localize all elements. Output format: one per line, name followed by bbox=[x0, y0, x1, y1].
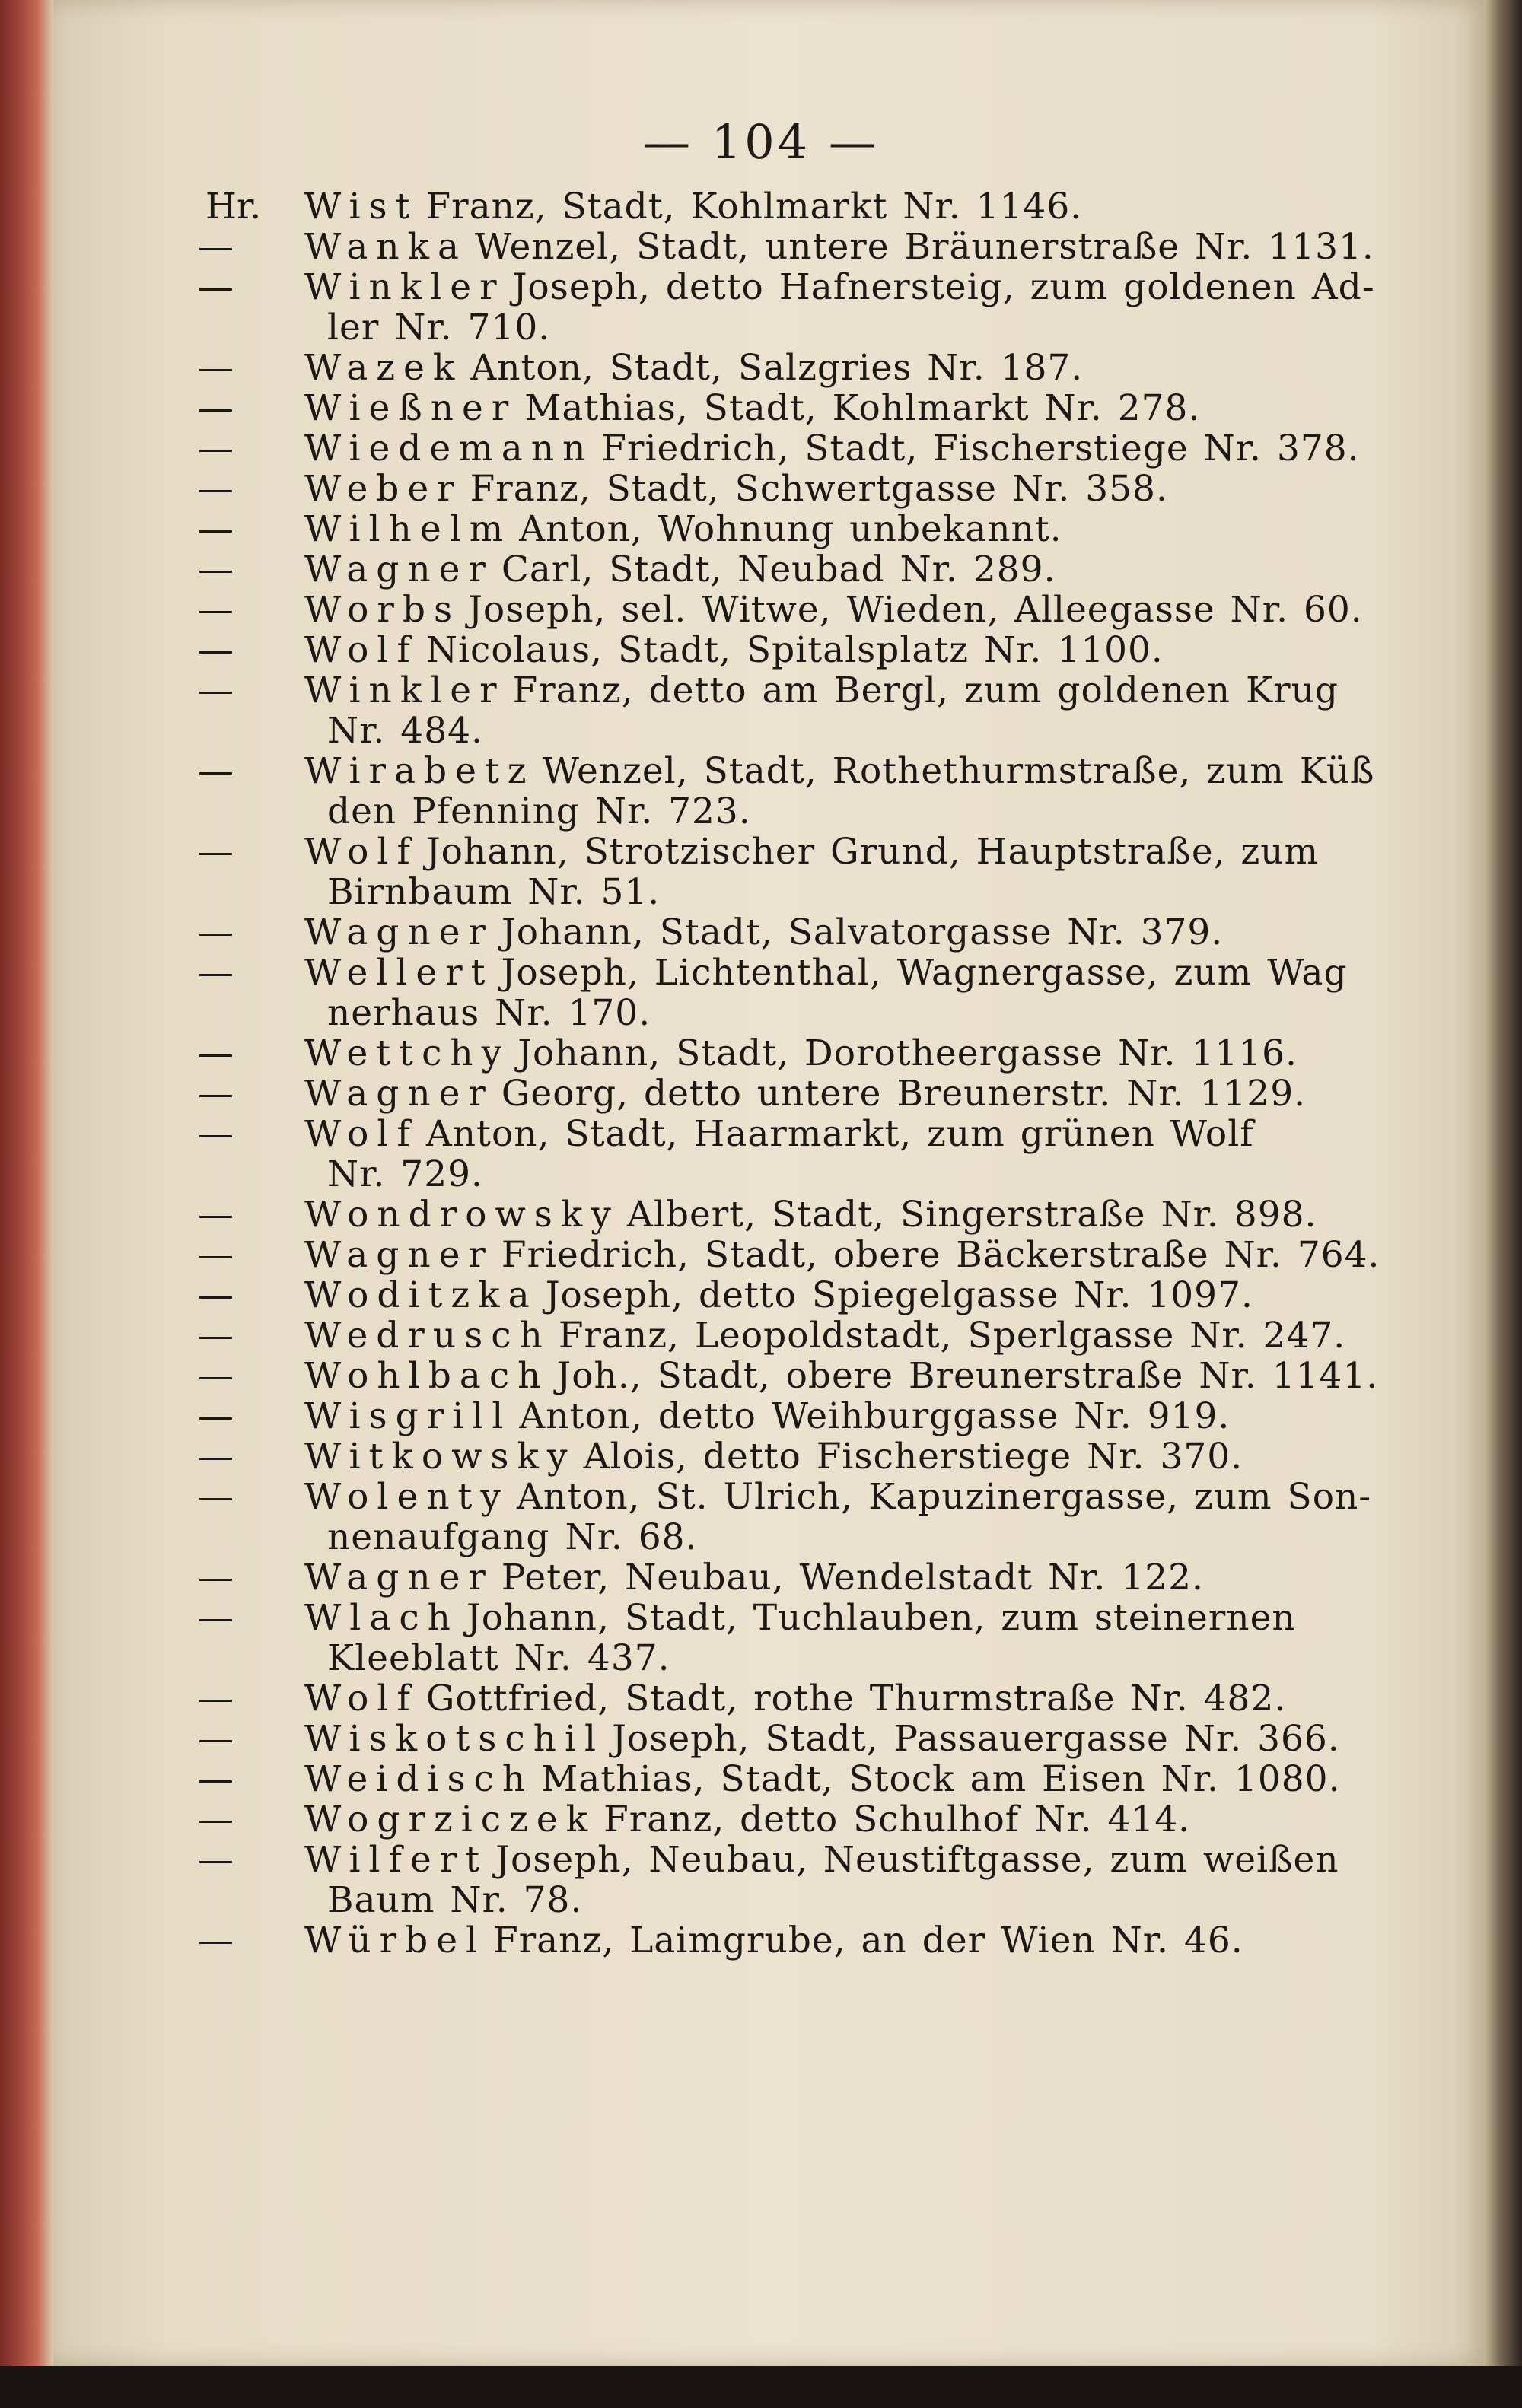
directory-entry bbox=[198, 1315, 1415, 1357]
entry-lead: — bbox=[198, 1315, 234, 1357]
page-number: 104 bbox=[711, 114, 811, 170]
entry-lead: — bbox=[198, 1073, 234, 1115]
entry-lead: — bbox=[198, 1476, 234, 1518]
entry-details: Joseph, Lichtenthal, Wagnergasse, zum Wag bbox=[501, 952, 1348, 994]
entry-surname: Wirabetz bbox=[304, 750, 535, 792]
entry-details: Joseph, sel. Witwe, Wieden, Alleegasse Nr. 60. bbox=[468, 589, 1363, 631]
directory-entry bbox=[198, 1718, 1415, 1760]
entry-lead: — bbox=[198, 1234, 234, 1276]
directory-entry bbox=[198, 831, 1415, 913]
directory-entry bbox=[198, 1597, 1415, 1679]
entry-surname: Wogrziczek bbox=[304, 1799, 597, 1840]
entry-surname: Wiedemann bbox=[304, 428, 594, 469]
entry-lead: — bbox=[198, 911, 234, 953]
directory-entry bbox=[198, 1355, 1415, 1397]
entry-continuation: Baum Nr. 78. bbox=[327, 1879, 583, 1921]
directory-entry bbox=[198, 226, 1415, 268]
entry-surname: Wagner bbox=[304, 1234, 494, 1276]
entry-details: Joseph, Neubau, Neustiftgasse, zum weißen bbox=[495, 1839, 1339, 1881]
entry-details: Anton, St. Ulrich, Kapuzinergasse, zum Son- bbox=[516, 1476, 1372, 1518]
entry-details: Friedrich, Stadt, obere Bäckerstraße Nr. 764. bbox=[501, 1234, 1380, 1276]
bottom-background bbox=[0, 2366, 1522, 2408]
entry-surname: Winkler bbox=[304, 670, 505, 711]
entry-lead: — bbox=[198, 1839, 234, 1881]
header-dash-left: — bbox=[643, 114, 694, 170]
directory-entry bbox=[198, 347, 1415, 389]
entry-details: Gottfried, Stadt, rothe Thurmstraße Nr. 482. bbox=[425, 1678, 1287, 1719]
entry-surname: Wolf bbox=[304, 1678, 419, 1719]
entry-details: Johann, Stadt, Tuchlauben, zum steinernen bbox=[466, 1597, 1296, 1639]
entry-lead: — bbox=[198, 1113, 234, 1155]
entry-details: Johann, Stadt, Salvatorgasse Nr. 379. bbox=[501, 911, 1224, 953]
entry-lead: — bbox=[198, 468, 234, 510]
entry-surname: Wiskotschil bbox=[304, 1718, 605, 1760]
entry-continuation: nenaufgang Nr. 68. bbox=[327, 1516, 698, 1558]
entry-lead: — bbox=[198, 1799, 234, 1840]
entry-surname: Weber bbox=[304, 468, 463, 510]
entry-lead: — bbox=[198, 1274, 234, 1316]
entry-details: Joseph, detto Spiegelgasse Nr. 1097. bbox=[545, 1274, 1253, 1316]
entry-surname: Wondrowsky bbox=[304, 1194, 619, 1236]
entry-surname: Wazek bbox=[304, 347, 463, 389]
entry-continuation: nerhaus Nr. 170. bbox=[327, 992, 651, 1034]
page-edge bbox=[1484, 0, 1522, 2366]
entry-surname: Wilfert bbox=[304, 1839, 489, 1881]
entry-details: Wenzel, Stadt, Rothethurmstraße, zum Küß bbox=[542, 750, 1375, 792]
entry-surname: Wagner bbox=[304, 911, 494, 953]
entry-surname: Wedrusch bbox=[304, 1315, 551, 1357]
directory-entry bbox=[198, 629, 1415, 671]
entry-details: Georg, detto untere Breunerstr. Nr. 1129. bbox=[501, 1073, 1307, 1115]
entry-lead: — bbox=[198, 589, 234, 631]
directory-entry bbox=[198, 1194, 1415, 1236]
entry-lead: — bbox=[198, 428, 234, 469]
directory-entry bbox=[198, 468, 1415, 510]
entry-lead: — bbox=[198, 670, 234, 711]
entry-lead: — bbox=[198, 1758, 234, 1800]
entry-lead: — bbox=[198, 629, 234, 671]
entry-details: Friedrich, Stadt, Fischerstiege Nr. 378. bbox=[601, 428, 1360, 469]
entry-surname: Wolenty bbox=[304, 1476, 509, 1518]
directory-entry bbox=[198, 1113, 1415, 1195]
entry-lead: — bbox=[198, 1920, 234, 1961]
entry-continuation: den Pfenning Nr. 723. bbox=[327, 790, 751, 832]
directory-entry bbox=[198, 266, 1415, 348]
entry-lead: — bbox=[198, 952, 234, 994]
entry-surname: Wolf bbox=[304, 629, 419, 671]
entry-details: Peter, Neubau, Wendelstadt Nr. 122. bbox=[501, 1557, 1204, 1598]
entry-continuation: Nr. 484. bbox=[327, 710, 483, 752]
entry-lead: — bbox=[198, 1597, 234, 1639]
entry-lead: — bbox=[198, 1032, 234, 1074]
directory-entry bbox=[198, 1920, 1415, 1961]
entry-details: Mathias, Stadt, Kohlmarkt Nr. 278. bbox=[524, 387, 1201, 429]
entry-lead: — bbox=[198, 347, 234, 389]
entry-surname: Worbs bbox=[304, 589, 461, 631]
directory-entry bbox=[198, 1073, 1415, 1115]
entry-surname: Witkowsky bbox=[304, 1436, 576, 1478]
entry-lead: — bbox=[198, 750, 234, 792]
directory-entry bbox=[198, 911, 1415, 953]
entry-lead: — bbox=[198, 387, 234, 429]
entry-details: Franz, Leopoldstadt, Sperlgasse Nr. 247. bbox=[558, 1315, 1346, 1357]
entry-details: Joseph, Stadt, Passauergasse Nr. 366. bbox=[612, 1718, 1340, 1760]
entry-details: Wenzel, Stadt, untere Bräunerstraße Nr. 1131. bbox=[475, 226, 1374, 268]
entry-details: Johann, Strotzischer Grund, Hauptstraße, zum bbox=[425, 831, 1320, 873]
entry-details: Franz, Stadt, Kohlmarkt Nr. 1146. bbox=[425, 186, 1083, 227]
entry-details: Anton, Stadt, Haarmarkt, zum grünen Wolf bbox=[425, 1113, 1254, 1155]
entry-details: Albert, Stadt, Singerstraße Nr. 898. bbox=[626, 1194, 1317, 1236]
directory-entry bbox=[198, 1839, 1415, 1921]
page-header bbox=[0, 114, 1522, 183]
entry-surname: Wolf bbox=[304, 831, 419, 873]
entry-surname: Wilhelm bbox=[304, 508, 512, 550]
entry-lead: — bbox=[198, 831, 234, 873]
entry-details: Joh., Stadt, obere Breunerstraße Nr. 1141. bbox=[556, 1355, 1379, 1397]
book-spine bbox=[0, 0, 53, 2408]
entry-lead: — bbox=[198, 508, 234, 550]
entry-surname: Wettchy bbox=[304, 1032, 511, 1074]
entry-details: Franz, Laimgrube, an der Wien Nr. 46. bbox=[493, 1920, 1243, 1961]
entry-surname: Wanka bbox=[304, 226, 468, 268]
entry-details: Franz, detto am Bergl, zum goldenen Krug bbox=[512, 670, 1339, 711]
entry-surname: Wagner bbox=[304, 549, 494, 590]
entry-lead: — bbox=[198, 1557, 234, 1598]
entry-continuation: Birnbaum Nr. 51. bbox=[327, 871, 661, 913]
header-dash-right: — bbox=[828, 114, 879, 170]
directory-entry bbox=[205, 186, 1415, 227]
entry-lead: — bbox=[198, 1395, 234, 1437]
directory-entry bbox=[198, 1274, 1415, 1316]
directory-entry bbox=[198, 952, 1415, 1034]
entry-continuation: Nr. 729. bbox=[327, 1153, 483, 1195]
entry-surname: Wießner bbox=[304, 387, 517, 429]
entry-details: Anton, detto Weihburggasse Nr. 919. bbox=[519, 1395, 1231, 1437]
entry-surname: Wellert bbox=[304, 952, 494, 994]
entry-surname: Wisgrill bbox=[304, 1395, 512, 1437]
entry-lead: — bbox=[198, 1194, 234, 1236]
entry-details: Carl, Stadt, Neubad Nr. 289. bbox=[501, 549, 1056, 590]
entry-surname: Wagner bbox=[304, 1557, 494, 1598]
entry-continuation: ler Nr. 710. bbox=[327, 307, 551, 348]
entry-details: Joseph, detto Hafnersteig, zum goldenen Ad- bbox=[512, 266, 1375, 308]
directory-entry bbox=[198, 670, 1415, 752]
entry-details: Franz, detto Schulhof Nr. 414. bbox=[603, 1799, 1191, 1840]
directory-entry bbox=[198, 387, 1415, 429]
directory-entry bbox=[198, 1476, 1415, 1558]
directory-entry bbox=[198, 1678, 1415, 1719]
entry-details: Anton, Stadt, Salzgries Nr. 187. bbox=[470, 347, 1084, 389]
entry-details: Nicolaus, Stadt, Spitalsplatz Nr. 1100. bbox=[425, 629, 1164, 671]
entry-lead: — bbox=[198, 1355, 234, 1397]
entry-surname: Winkler bbox=[304, 266, 505, 308]
entry-surname: Weidisch bbox=[304, 1758, 534, 1800]
directory-entry bbox=[198, 1758, 1415, 1800]
entry-lead: — bbox=[198, 226, 234, 268]
directory-entries bbox=[198, 186, 1415, 1961]
entry-surname: Woditzka bbox=[304, 1274, 538, 1316]
directory-entry bbox=[198, 1395, 1415, 1437]
entry-details: Johann, Stadt, Dorotheergasse Nr. 1116. bbox=[517, 1032, 1298, 1074]
entry-continuation: Kleeblatt Nr. 437. bbox=[327, 1637, 670, 1679]
entry-details: Franz, Stadt, Schwertgasse Nr. 358. bbox=[470, 468, 1168, 510]
directory-entry bbox=[198, 1234, 1415, 1276]
entry-lead: — bbox=[198, 1436, 234, 1478]
directory-entry bbox=[198, 1436, 1415, 1478]
directory-entry bbox=[198, 508, 1415, 550]
entry-details: Mathias, Stadt, Stock am Eisen Nr. 1080. bbox=[541, 1758, 1341, 1800]
directory-entry bbox=[198, 549, 1415, 590]
entry-details: Alois, detto Fischerstiege Nr. 370. bbox=[583, 1436, 1243, 1478]
entry-surname: Würbel bbox=[304, 1920, 486, 1961]
directory-entry bbox=[198, 750, 1415, 832]
directory-entry bbox=[198, 1032, 1415, 1074]
entry-surname: Wlach bbox=[304, 1597, 459, 1639]
directory-entry bbox=[198, 428, 1415, 469]
entry-surname: Wolf bbox=[304, 1113, 419, 1155]
entry-details: Anton, Wohnung unbekannt. bbox=[519, 508, 1062, 550]
entry-lead: — bbox=[198, 549, 234, 590]
entry-surname: Wagner bbox=[304, 1073, 494, 1115]
entry-lead: — bbox=[198, 266, 234, 308]
entry-lead: Hr. bbox=[205, 186, 262, 227]
entry-surname: Wohlbach bbox=[304, 1355, 549, 1397]
entry-lead: — bbox=[198, 1678, 234, 1719]
directory-entry bbox=[198, 1799, 1415, 1840]
directory-entry bbox=[198, 589, 1415, 631]
entry-surname: Wist bbox=[304, 186, 419, 227]
entry-lead: — bbox=[198, 1718, 234, 1760]
directory-entry bbox=[198, 1557, 1415, 1598]
